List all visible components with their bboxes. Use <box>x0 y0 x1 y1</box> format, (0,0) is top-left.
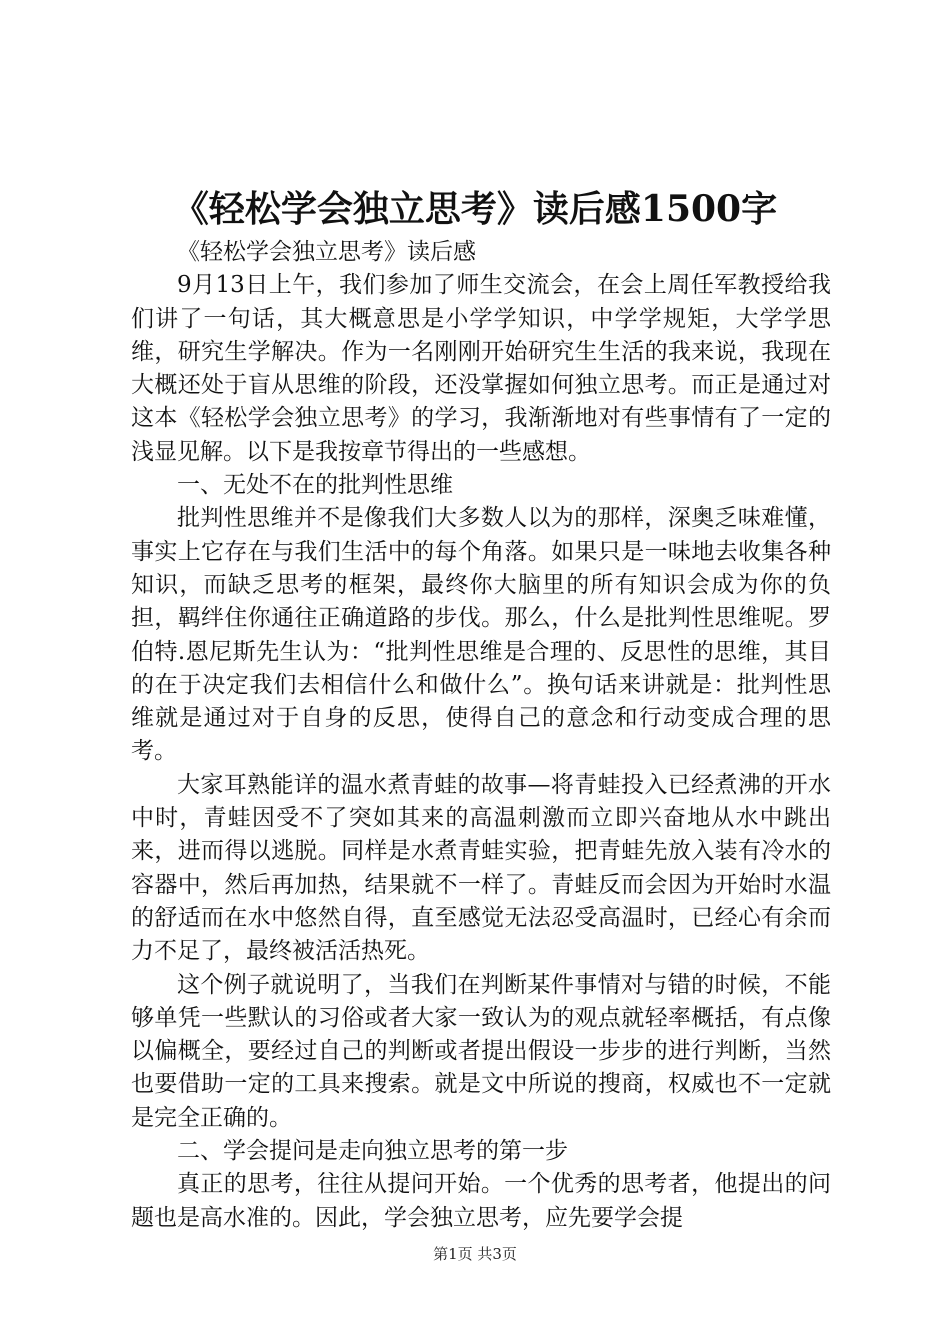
document-body <box>131 236 831 1235</box>
body-paragraph: 9月13日上午，我们参加了师生交流会，在会上周任军教授给我们讲了一句话，其大概意思是小学学知识，中学学规矩，大学学思维，研究生学解决。作为一名刚刚开始研究生生活的我来说，我现在大概还处于盲从思维的阶段，还没掌握如何独立思考。而正是通过对这本《轻松学会独立思考》的学习，我渐渐地对有些事情有了一定的浅显见解。以下是我按章节得出的一些感想。 <box>131 272 831 465</box>
section-heading: 二、学会提问是走向独立思考的第一步 <box>177 1138 568 1165</box>
page-number-footer: 第1页 共3页 <box>433 1245 517 1263</box>
body-paragraph: 这个例子就说明了，当我们在判断某件事情对与错的时候，不能够单凭一些默认的习俗或者大家一致认为的观点就轻率概括，有点像以偏概全，要经过自己的判断或者提出假设一步步的进行判断，当然也要借助一定的工具来搜索。就是文中所说的搜商，权威也不一定就是完全正确的。 <box>131 971 831 1131</box>
body-paragraph: 批判性思维并不是像我们大多数人以为的那样，深奥乏味难懂，事实上它存在与我们生活中的每个角落。如果只是一味地去收集各种知识，而缺乏思考的框架，最终你大脑里的所有知识会成为你的负担，羁绊住你通往正确道路的步伐。那么，什么是批判性思维呢。罗伯特.恩尼斯先生认为：“批判性思维是合理的、反思性的思维，其目的在于决定我们去相信什么和做什么”。换句话来讲就是：批判性思维就是通过对于自身的反思，使得自己的意念和行动变成合理的思考。 <box>131 505 831 765</box>
section-heading: 一、无处不在的批判性思维 <box>177 472 453 499</box>
body-paragraph: 大家耳熟能详的温水煮青蛙的故事—将青蛙投入已经煮沸的开水中时，青蛙因受不了突如其来的高温刺激而立即兴奋地从水中跳出来，进而得以逃脱。同样是水煮青蛙实验，把青蛙先放入装有冷水的容器中，然后再加热，结果就不一样了。青蛙反而会因为开始时水温的舒适而在水中悠然自得，直至感觉无法忍受高温时，已经心有余而力不足了，最终被活活热死。 <box>131 771 831 965</box>
document-title: 《轻松学会独立思考》读后感1500字 <box>172 188 778 230</box>
subtitle-heading: 《轻松学会独立思考》读后感 <box>177 239 476 265</box>
body-paragraph: 真正的思考，往往从提问开始。一个优秀的思考者，他提出的问题也是高水准的。因此，学会独立思考，应先要学会提 <box>131 1171 831 1231</box>
